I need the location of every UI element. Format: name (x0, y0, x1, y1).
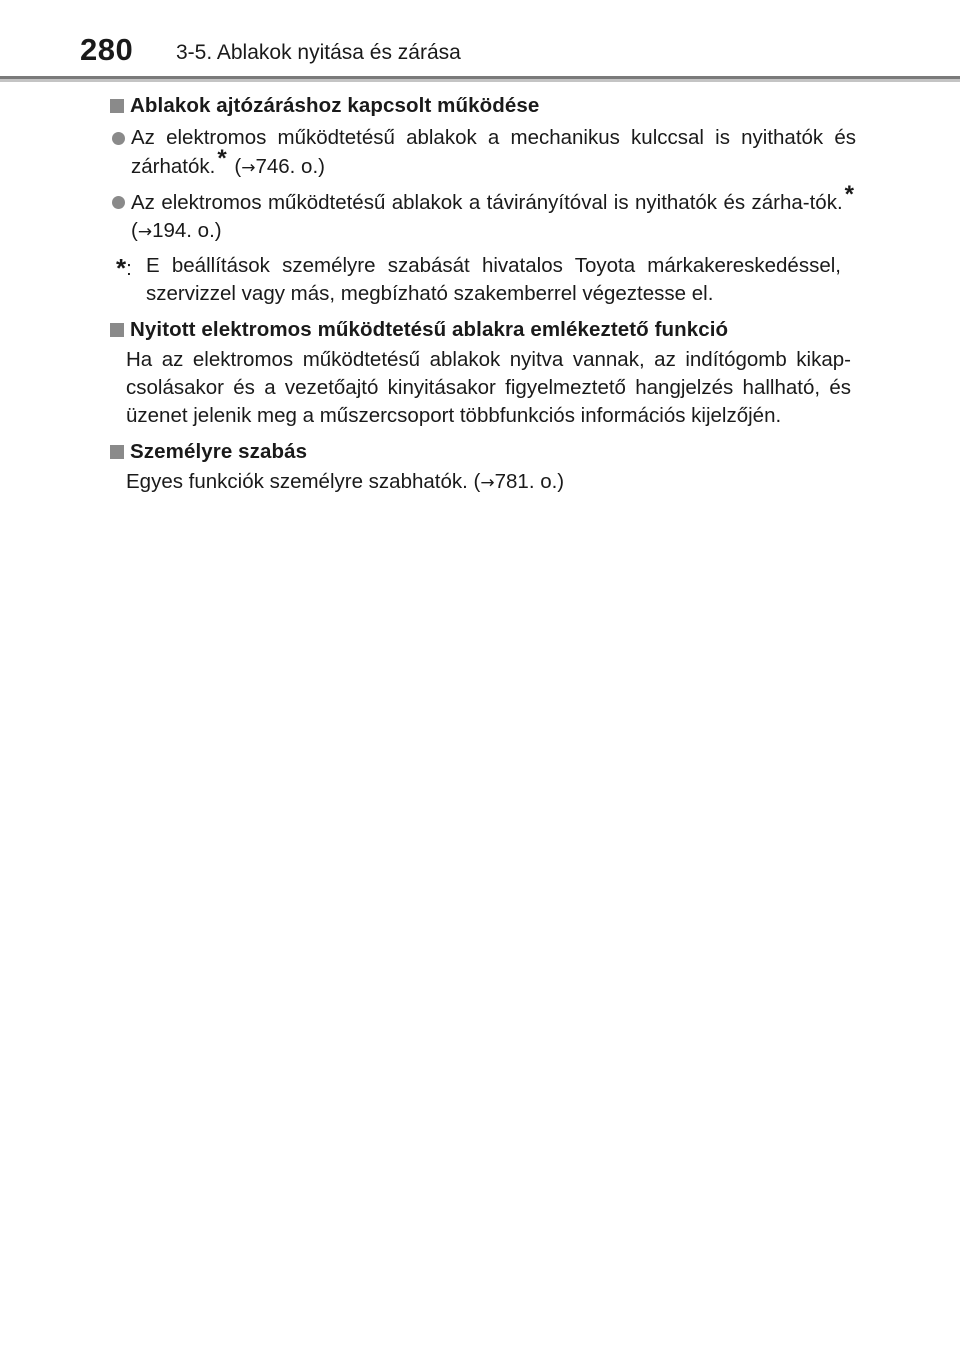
footnote-marker: * (217, 145, 227, 172)
section-open-window-reminder (110, 314, 870, 430)
arrow-right-icon: → (137, 222, 153, 242)
body-prefix: Egyes funkciók személyre szabhatók. ( (126, 470, 481, 493)
list-item-text (131, 124, 856, 182)
section-heading (110, 436, 870, 468)
chapter-title: 3-5. Ablakok nyitása és zárása (176, 41, 461, 64)
section-heading (110, 90, 870, 122)
circle-bullet-icon (112, 196, 125, 209)
page-content (110, 86, 870, 503)
item-text: Az elektromos működtetésű ablakok a mechanikus kulccsal is nyithatók és zárhatók. (131, 126, 856, 178)
section-window-lock-link (110, 90, 870, 308)
page-reference[interactable]: 746. o.) (255, 155, 325, 178)
ref-open: ( (131, 219, 138, 242)
footnote-marker-block (110, 252, 146, 308)
section-title: Nyitott elektromos működtetésű ablakra emlékeztető funkció (130, 318, 729, 341)
section-customization (110, 436, 870, 497)
square-bullet-icon (110, 99, 124, 113)
section-title: Személyre szabás (130, 440, 308, 463)
footnote-star: * (116, 253, 127, 283)
footnote-text: E beállítások személyre szabását hivatalos Toyota márkakereskedéssel, szervizzel vagy más, megbízható szakemberrel végeztesse el. (146, 254, 841, 305)
page-reference[interactable]: 781. o.) (494, 470, 565, 493)
section-heading (110, 314, 870, 346)
page-header (0, 0, 960, 80)
footnote (110, 252, 870, 308)
circle-bullet-icon (112, 132, 125, 145)
header-rule-shadow (0, 79, 960, 82)
section-body (110, 468, 851, 497)
list-item-text (131, 181, 856, 246)
arrow-right-icon: → (480, 473, 495, 493)
section-body: Ha az elektromos működtetésű ablakok nyitva vannak, az indítógomb kikap-csolásakor és a vezetőajtó kinyitásakor figyelmeztető hangjelzés hallható, és üzenet jelenik meg a műszercsoport többfunkciós információs kijelzőjén. (126, 348, 851, 427)
list-item (110, 124, 870, 182)
page-number: 280 (80, 32, 134, 67)
item-text: Az elektromos működtetésű ablakok a távirányítóval is nyithatók és zárha-tók. (131, 191, 843, 214)
section-title: Ablakok ajtózáráshoz kapcsolt működése (130, 94, 540, 117)
arrow-right-icon: → (241, 158, 256, 178)
square-bullet-icon (110, 323, 124, 337)
ref-open: ( (234, 155, 242, 178)
footnote-marker: * (844, 181, 854, 208)
square-bullet-icon (110, 445, 124, 459)
page-reference[interactable]: 194. o.) (152, 219, 222, 242)
footnote-colon: : (126, 257, 132, 280)
list-item (110, 181, 870, 246)
